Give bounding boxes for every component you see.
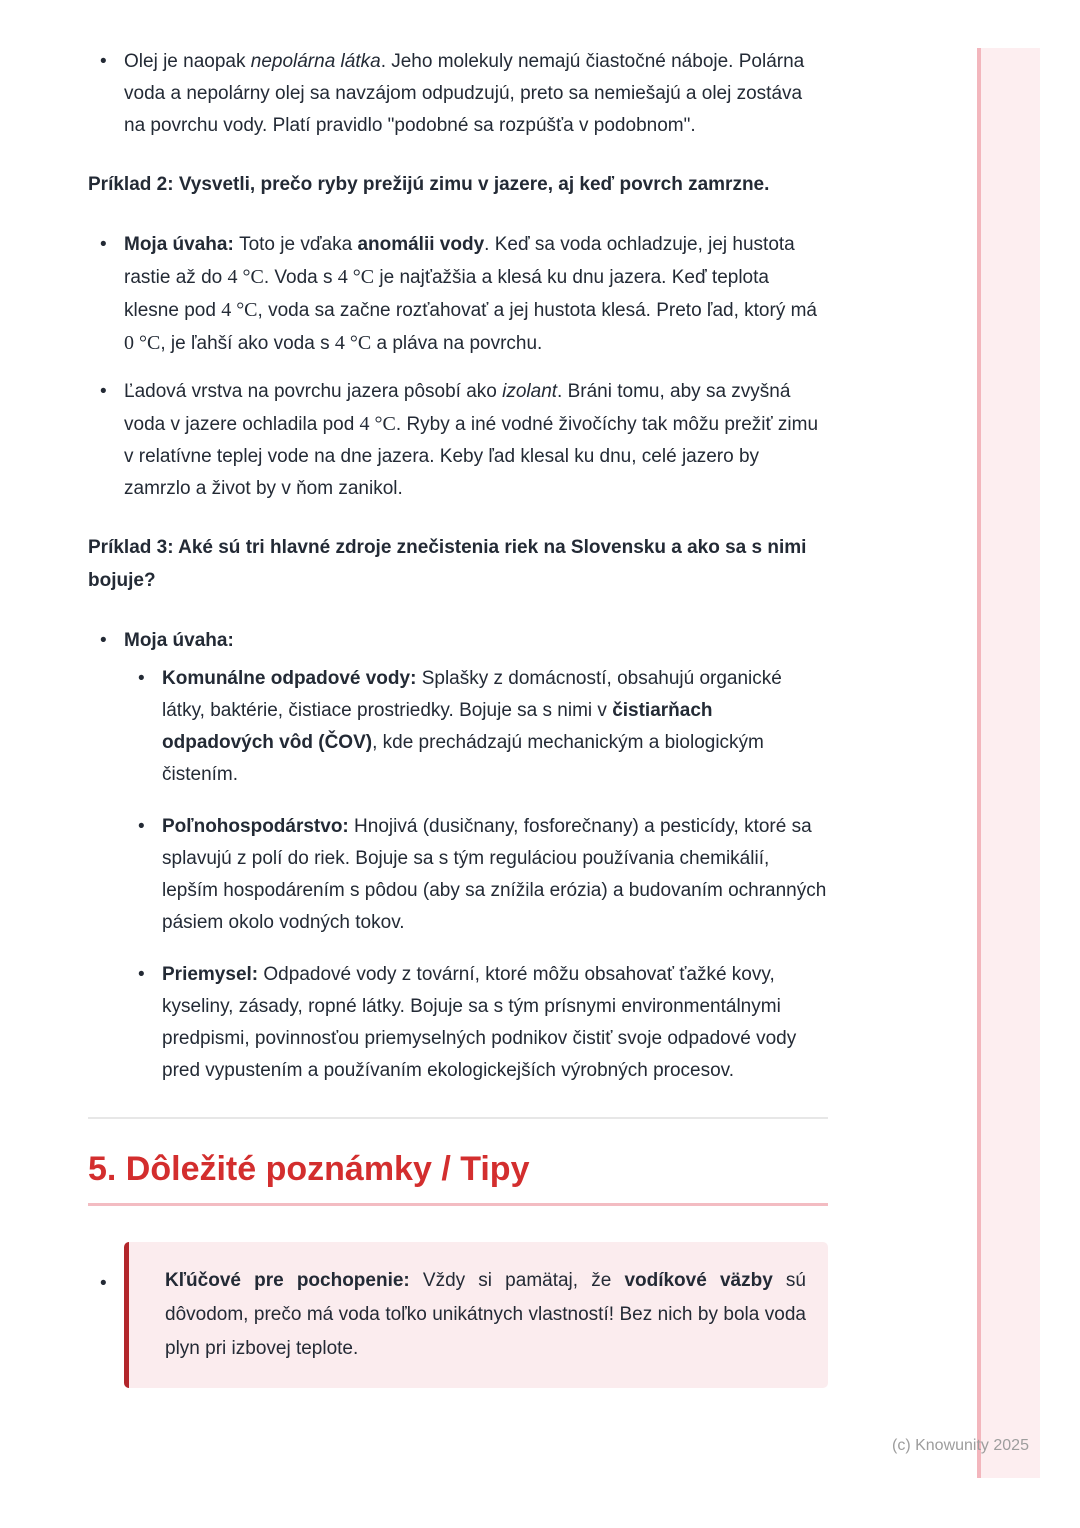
priklad2-heading: Príklad 2: Vysvetli, prečo ryby prežijú zimu v jazere, aj keď povrch zamrzne.: [88, 174, 770, 195]
section5-underline: [88, 1203, 828, 1206]
copyright-watermark: (c) Knowunity 2025: [892, 1437, 1029, 1454]
callout-list: [88, 1242, 828, 1388]
list-item-polnohospodarstvo: • Poľnohospodárstvo: Hnojivá (dusičnany, fosforečnany) a pesticídy, ktoré sa splavujú z polí do riek. Bojuje sa s tým reguláciou používania chemikálií, lepším hospodárením s pôdou (aby sa znížila erózia) a budovaním ochranných pásiem okolo vodných tokov.: [124, 811, 828, 939]
document-content: [88, 46, 828, 1388]
list-item-oil: • Olej je naopak nepolárna látka. Jeho molekuly nemajú čiastočné náboje. Polárna voda a nepolárny olej sa navzájom odpudzujú, preto sa nemiešajú a olej zostáva na povrchu vody. Platí pravidlo "podobné sa rozpúšťa v podobnom".: [88, 46, 828, 142]
page-edge-stripe: [977, 48, 1040, 1478]
bullet-list-priklad2: [88, 229, 828, 505]
section5-title: 5. Dôležité poznámky / Tipy: [88, 1150, 530, 1188]
key-insight-callout: • Kľúčové pre pochopenie: Vždy si pamätaj, že vodíkové väzby sú dôvodom, prečo má voda toľko unikátnych vlastností! Bez nich by bola voda plyn pri izbovej teplote.: [124, 1242, 828, 1388]
bullet-list-priklad3: [88, 625, 828, 1087]
list-item-priemysel: • Priemysel: Odpadové vody z tovární, ktoré môžu obsahovať ťažké kovy, kyseliny, zásady, ropné látky. Bojuje sa s tým prísnymi environmentálnymi predpismi, povinnosťou priemyselných podnikov čistiť svoje odpadové vody pred vypustením a používaním ekologickejších výrobných procesov.: [124, 959, 828, 1087]
list-item-anomalia: • Moja úvaha: Toto je vďaka anomálii vody. Keď sa voda ochladzuje, jej hustota rastie až do 4 °C. Voda s 4 °C je najťažšia a klesá ku dnu jazera. Keď teplota klesne pod 4 °C, voda sa začne rozťahovať a jej hustota klesá. Preto ľad, ktorý má 0 °C, je ľahší ako voda s 4 °C a pláva na povrchu.: [88, 229, 828, 360]
priklad3-heading: Príklad 3: Aké sú tri hlavné zdroje znečistenia riek na Slovensku a ako sa s nimi bojuje?: [88, 537, 807, 591]
list-item-izolant: • Ľadová vrstva na povrchu jazera pôsobí ako izolant. Bráni tomu, aby sa zvyšná voda v jazere ochladila pod 4 °C. Ryby a iné vodné živočíchy tak môžu prežiť zimu v relatívne teplej vode na dne jazera. Keby ľad klesal ku dnu, celé jazero by zamrzlo a život by v ňom zanikol.: [88, 376, 828, 505]
section-divider: [88, 1117, 828, 1119]
callout-list-item: [88, 1242, 828, 1388]
bullet-list-oil: [88, 46, 828, 142]
moja-uvaha-label: Moja úvaha:: [124, 630, 234, 651]
list-item-komunalne: • Komunálne odpadové vody: Splašky z domácností, obsahujú organické látky, baktérie, čistiace prostriedky. Bojuje sa s nimi v čistiarňach odpadových vôd (ČOV), kde prechádzajú mechanickým a biologickým čistením.: [124, 663, 828, 791]
nested-list-zdroje: [124, 663, 828, 1087]
list-item-moja-uvaha: [88, 625, 828, 1087]
